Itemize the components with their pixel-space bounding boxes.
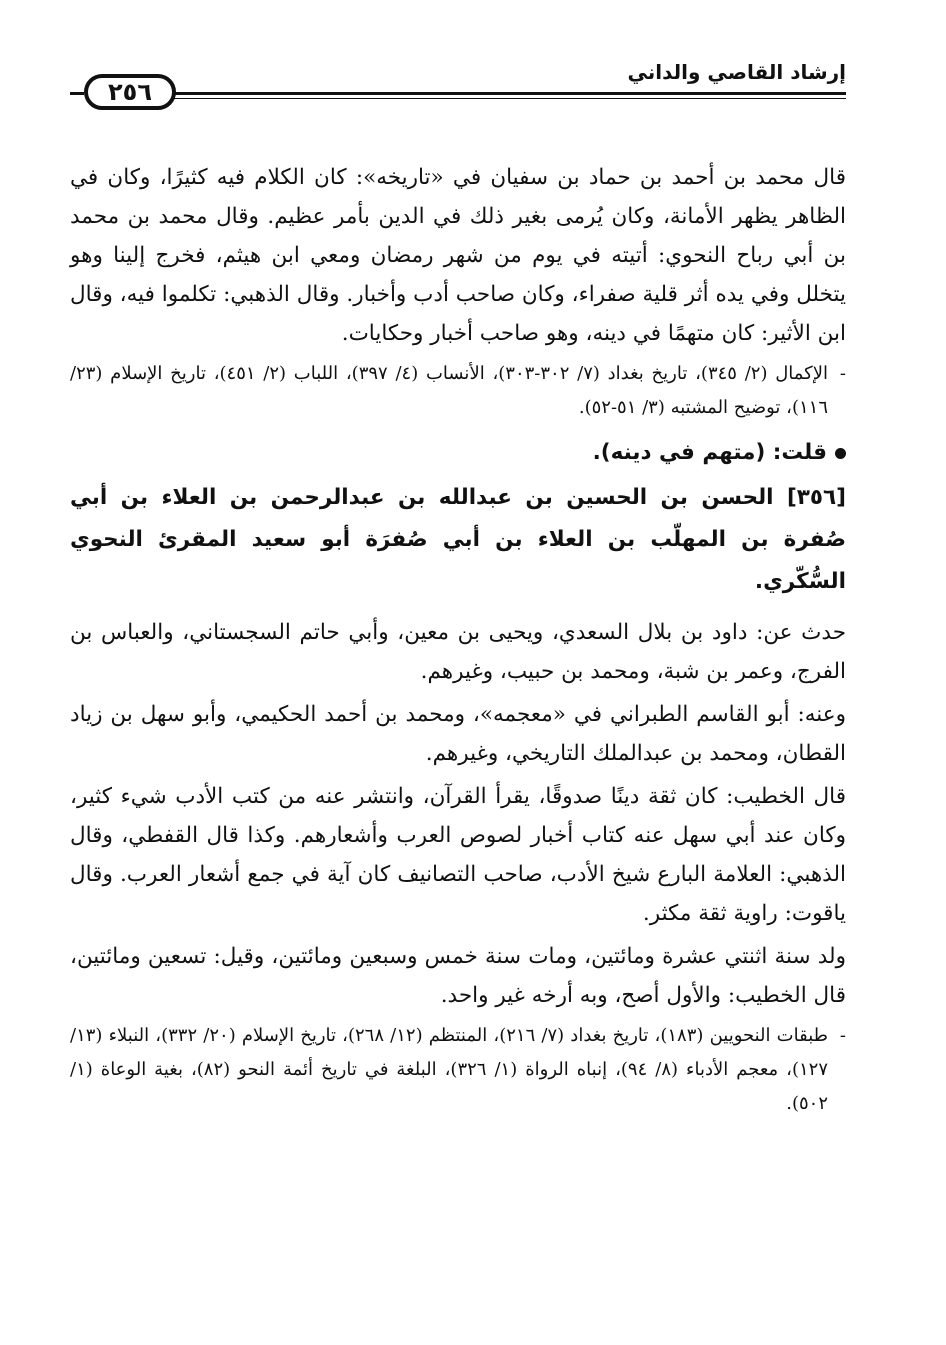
footnote-dash: - xyxy=(839,363,846,384)
paragraph: قال محمد بن أحمد بن حماد بن سفيان في «تاريخه»: كان الكلام فيه كثيرًا، وكان في الظاهر يظهر الأمانة، وكان يُرمى بغير ذلك في الدين بأمر عظيم. وقال محمد بن محمد بن أبي رباح النحوي: أتيته في يوم من شهر رمضان ومعي ابن هيثم، فخرج إلينا وهو يتخلل وفي يده أثر قلية صفراء، وكان صاحب أدب وأخبار. وقال الذهبي: تكلموا فيه، وقال ابن الأثير: كان متهمًا في دينه، وهو صاحب أخبار وحكايات. xyxy=(70,165,846,346)
paragraph: حدث عن: داود بن بلال السعدي، ويحيى بن معين، وأبي حاتم السجستاني، والعباس بن الفرج، وعمر بن شبة، ومحمد بن حبيب، وغيرهم. xyxy=(70,620,846,684)
bullet-icon xyxy=(835,448,846,459)
footnote-sources xyxy=(70,1019,846,1121)
footnote-dash: - xyxy=(839,1025,846,1046)
running-title: إرشاد القاصي والداني xyxy=(627,60,846,84)
footnote-sources xyxy=(70,357,846,425)
page-body xyxy=(70,158,846,1129)
book-page xyxy=(70,40,846,1330)
header-rule-left xyxy=(70,92,84,95)
page-header xyxy=(70,58,846,118)
entry-heading: [٣٥٦] الحسن بن الحسين بن عبدالله بن عبدالرحمن بن العلاء بن أبي صُفرة بن المهلّب بن العلاء بن أبي صُفرَة أبو سعيد المقرئ النحوي السُّكّري. xyxy=(70,485,846,594)
remark-text: قلت: (متهم في دينه). xyxy=(592,440,827,465)
paragraph: ولد سنة اثنتي عشرة ومائتين، ومات سنة خمس وسبعين ومائتين، وقيل: تسعين ومائتين، قال الخطيب: والأول أصح، وبه أرخه غير واحد. xyxy=(70,944,846,1008)
header-rule-thin xyxy=(170,98,846,99)
editor-remark xyxy=(70,433,846,473)
footnote-text: الإكمال (٢/ ٣٤٥)، تاريخ بغداد (٧/ ٣٠٢-٣٠٣)، الأنساب (٤/ ٣٩٧)، اللباب (٢/ ٤٥١)، تاريخ الإسلام (٢٣/ ١١٦)، توضيح المشتبه (٣/ ٥١-٥٢). xyxy=(70,363,829,418)
paragraph: قال الخطيب: كان ثقة دينًا صدوقًا، يقرأ القرآن، وانتشر عنه من كتب الأدب شيء كثير، وكان عند أبي سهل عنه كتاب أخبار لصوص العرب وأشعارهم. وكذا قال القفطي، وقال الذهبي: العلامة البارع شيخ الأدب، صاحب التصانيف كان آية في جمع أشعار العرب. وقال ياقوت: راوية ثقة مكثر. xyxy=(70,784,846,926)
footnote-text: طبقات النحويين (١٨٣)، تاريخ بغداد (٧/ ٢١٦)، المنتظم (١٢/ ٢٦٨)، تاريخ الإسلام (٢٠/ ٣٣٢)، النبلاء (١٣/ ١٢٧)، معجم الأدباء (٨/ ٩٤)، إنباه الرواة (١/ ٣٢٦)، البلغة في تاريخ أئمة النحو (٨٢)، بغية الوعاة (١/ ٥٠٢). xyxy=(70,1025,828,1114)
paragraph: وعنه: أبو القاسم الطبراني في «معجمه»، ومحمد بن أحمد الحكيمي، وأبو سهل بن زياد القطان، ومحمد بن عبدالملك التاريخي، وغيرهم. xyxy=(70,702,846,766)
header-rule xyxy=(170,92,846,95)
page-number: ٢٥٦ xyxy=(84,74,176,110)
